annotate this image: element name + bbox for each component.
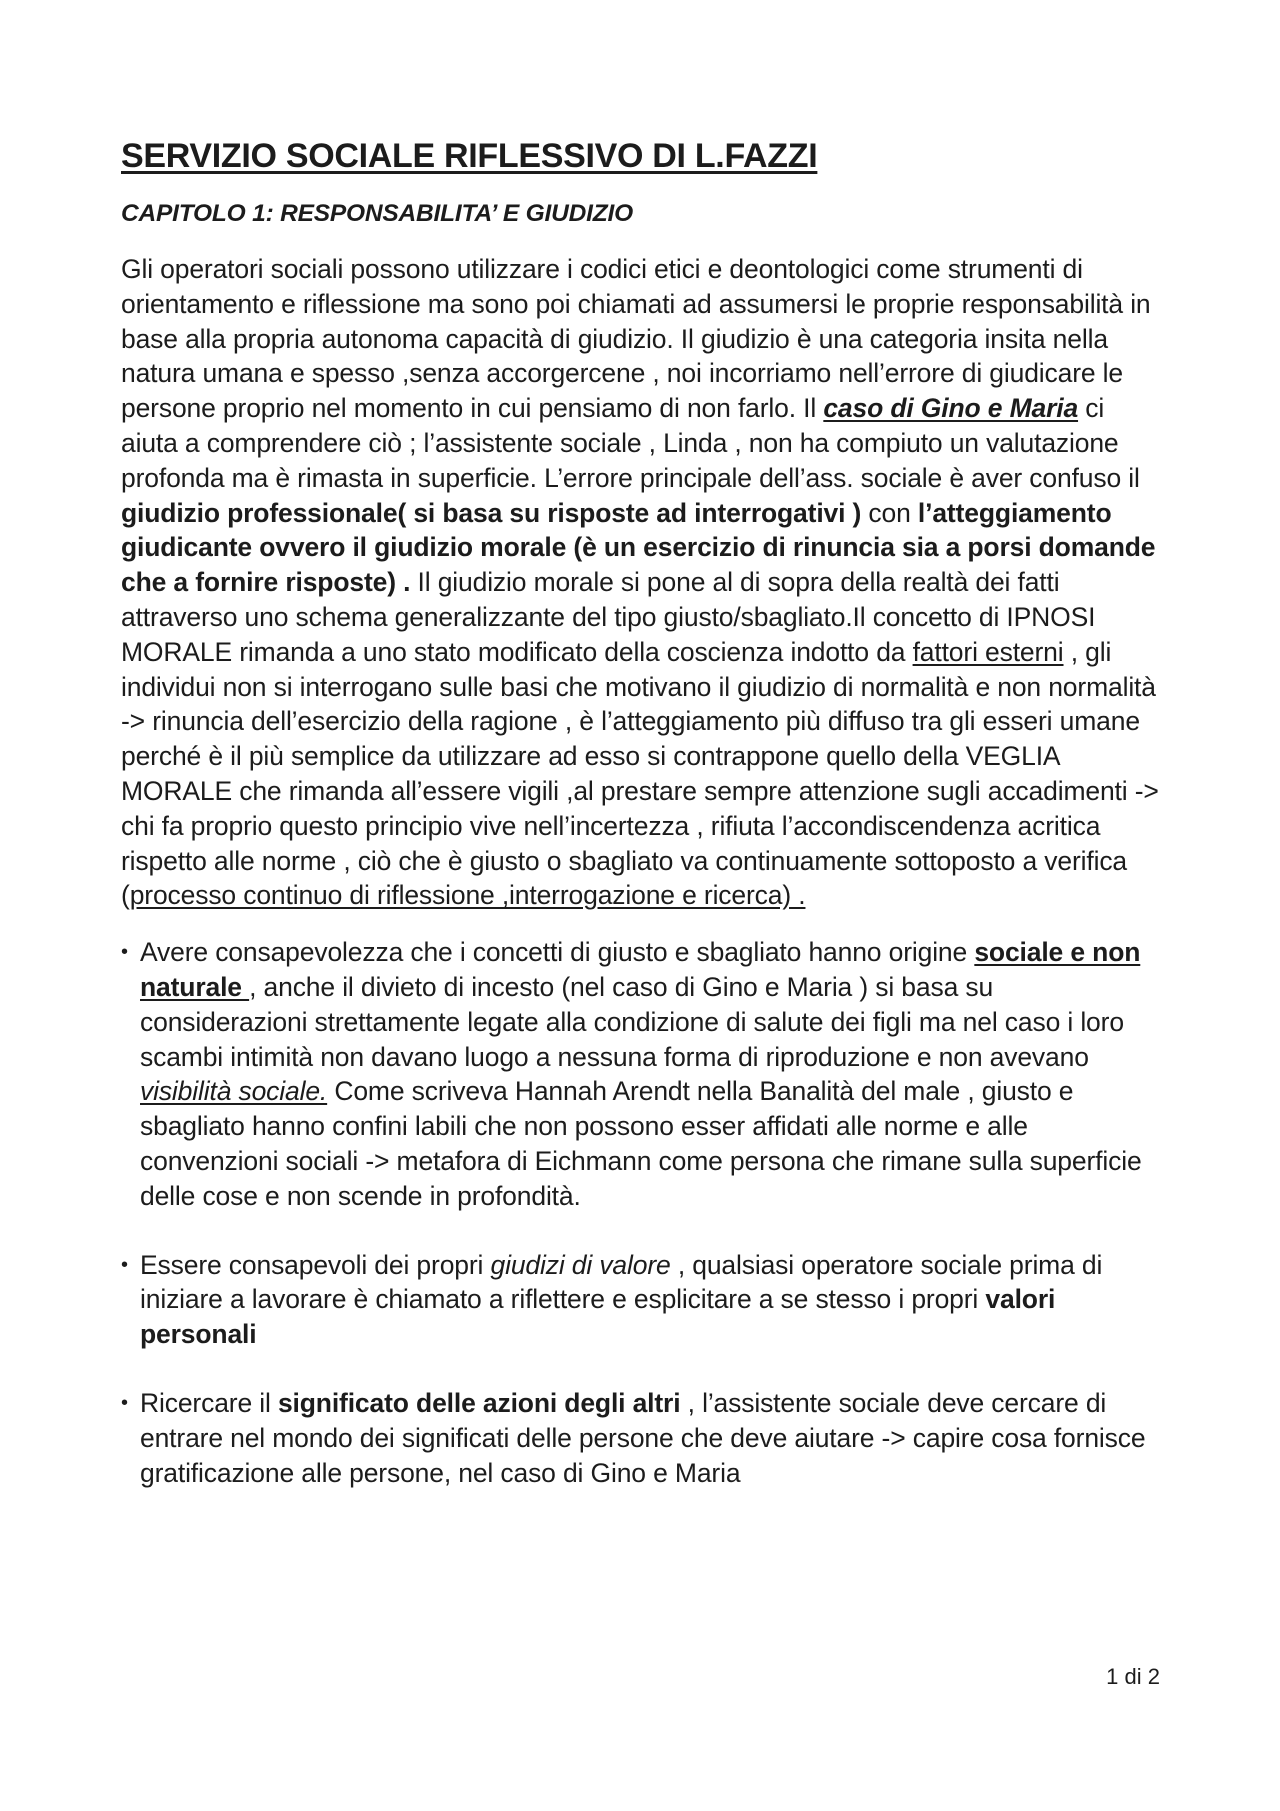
- bold-phrase: significato delle azioni degli altri: [277, 1387, 681, 1418]
- bold-phrase: giudizio professionale( si basa su risposte ad interrogativi ): [121, 497, 862, 528]
- list-item: [121, 1248, 1159, 1352]
- paragraph-text: Il giudizio morale si pone al di sopra della realtà dei fatti attraverso uno schema generalizzante del tipo giusto/sbagliato.Il concetto di IPNOSI MORALE rimanda a uno stato modificato della coscienza indotto da: [121, 567, 1096, 667]
- chapter-heading: CAPITOLO 1: RESPONSABILITA’ E GIUDIZIO: [121, 200, 633, 227]
- bold-phrase: valori personali: [140, 1284, 1056, 1350]
- list-item: [121, 935, 1159, 1213]
- list-item-text: , l’assistente sociale deve cercare di entrare nel mondo dei significati delle persone che deve aiutare -> capire cosa fornisce gratificazione alle persone, nel caso di Gino e Maria: [140, 1387, 1146, 1488]
- italic-underlined-phrase: visibilità sociale.: [140, 1076, 328, 1107]
- bullet-icon: •: [121, 1253, 128, 1276]
- list-item-text: Avere consapevolezza che i concetti di giusto e sbagliato hanno origine: [140, 937, 975, 968]
- list-item-text: , qualsiasi operatore sociale prima di iniziare a lavorare è chiamato a riflettere e esplicitare a se stesso i propri: [140, 1249, 1103, 1315]
- list-item-text: , anche il divieto di incesto (nel caso di Gino e Maria ) si basa su considerazioni strettamente legate alla condizione di salute dei figli ma nel caso i loro scambi intimità non davano luogo a nessuna forma di riproduzione e non avevano: [140, 971, 1124, 1072]
- paragraph-text: Gli operatori sociali possono utilizzare i codici etici e deontologici come strumenti di orientamento e riflessione ma sono poi chiamati ad assumersi le proprie responsabilità in base alla propria autonoma capacità di giudizio. Il giudizio è una categoria insita nella natura umana e spesso ,senza accorgercene , noi incorriamo nell’errore di giudicare le persone proprio nel momento in cui pensiamo di non farlo. Il: [121, 254, 1151, 424]
- bold-phrase: l’atteggiamento giudicante ovvero il giudizio morale (è un esercizio di rinuncia sia a porsi domande che a fornire risposte) .: [121, 497, 1156, 598]
- list-item-text: Ricercare il: [140, 1387, 278, 1418]
- underlined-phrase: fattori esterni: [912, 636, 1064, 667]
- bold-underlined-phrase: sociale e non naturale: [140, 937, 1141, 1002]
- underlined-phrase: processo continuo di riflessione ,interrogazione e ricerca) .: [129, 880, 806, 911]
- paragraph-text: ci aiuta a comprendere ciò ; l’assistente sociale , Linda , non ha compiuto un valutazione profonda ma è rimasta in superficie. L’errore principale dell’ass. sociale è aver confuso il: [121, 393, 1140, 493]
- document-title: SERVIZIO SOCIALE RIFLESSIVO DI L.FAZZI: [121, 137, 818, 175]
- page-number: 1 di 2: [1106, 1664, 1160, 1689]
- italic-phrase: giudizi di valore: [490, 1249, 678, 1280]
- case-reference: caso di Gino e Maria: [823, 393, 1079, 424]
- bullet-list: [121, 935, 1159, 1490]
- list-item: [121, 1386, 1159, 1490]
- list-item-text: Essere consapevoli dei propri: [140, 1249, 491, 1280]
- list-item-text: Come scriveva Hannah Arendt nella Banalità del male , giusto e sbagliato hanno confini labili che non possono esser affidati alle norme e alle convenzioni sociali -> metafora di Eichmann come persona che rimane sulla superficie delle cose e non scende in profondità.: [140, 1076, 1142, 1211]
- main-paragraph: [121, 252, 1159, 913]
- paragraph-text: , gli individui non si interrogano sulle basi che motivano il giudizio di normalità e non normalità -> rinuncia dell’esercizio della ragione , è l’atteggiamento più diffuso tra gli esseri umane perché è il più semplice da utilizzare ad esso si contrappone quello della VEGLIA MORALE che rimanda all’essere vigili ,al prestare sempre attenzione sugli accadimenti -> chi fa proprio questo principio vive nell’incertezza , rifiuta l’accondiscendenza acritica rispetto alle norme , ciò che è giusto o sbagliato va continuamente sottoposto a verifica (: [121, 636, 1159, 911]
- bullet-icon: •: [121, 941, 128, 964]
- bullet-icon: •: [121, 1391, 128, 1414]
- paragraph-text: con: [861, 497, 918, 528]
